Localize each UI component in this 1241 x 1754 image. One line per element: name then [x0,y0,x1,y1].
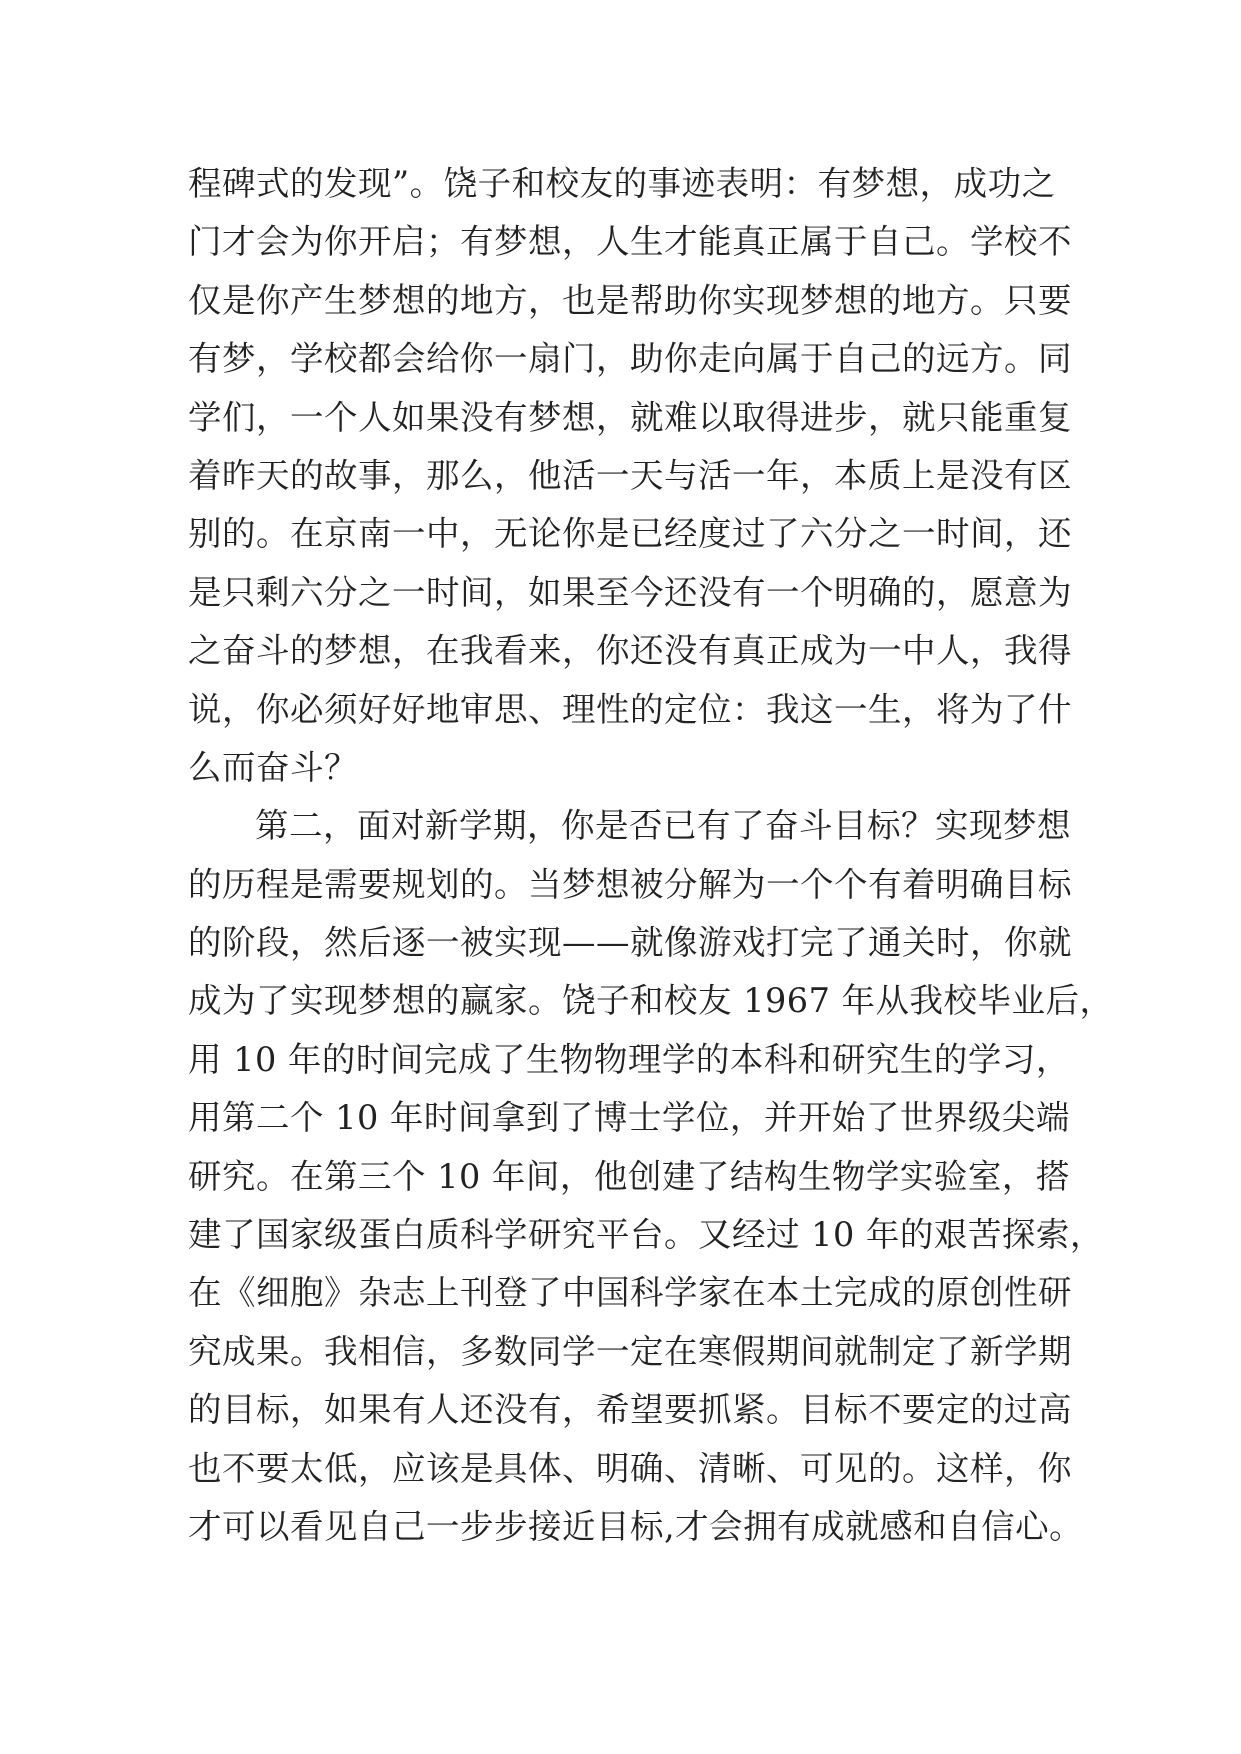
paragraph-start-line: 第二，面对新学期，你是否已有了奋斗目标？实现梦想 [255,806,1071,846]
text-line: 说，你必须好好地审思、理性的定位：我这一生，将为了什 [188,689,1072,729]
text-line: 用第二个 10 年时间拿到了博士学位，并开始了世界级尖端 [188,1098,1070,1138]
text-line: 之奋斗的梦想，在我看来，你还没有真正成为一中人，我得 [188,631,1072,671]
text-line: 着昨天的故事，那么，他活一天与活一年，本质上是没有区 [188,455,1072,495]
text-line: 研究。在第三个 10 年间，他创建了结构生物学实验室，搭 [188,1156,1070,1196]
text-line: 门才会为你开启；有梦想，人生才能真正属于自己。学校不 [188,222,1072,262]
document-body [188,155,1114,1556]
text-line: 用 10 年的时间完成了生物物理学的本科和研究生的学习， [188,1039,1070,1079]
text-line: 学们，一个人如果没有梦想，就难以取得进步，就只能重复 [188,397,1072,437]
text-line: 么而奋斗？ [188,747,358,787]
text-line: 的阶段，然后逐一被实现——就像游戏打完了通关时，你就 [188,923,1072,963]
text-line: 的目标，如果有人还没有，希望要抓紧。目标不要定的过高 [188,1390,1072,1430]
text-line: 才可以看见自己一步步接近目标,才会拥有成就感和自信心。 [188,1506,1084,1546]
text-line: 的历程是需要规划的。当梦想被分解为一个个有着明确目标 [188,864,1072,904]
text-line: 建了国家级蛋白质科学研究平台。又经过 10 年的艰苦探索， [188,1215,1104,1255]
text-line: 究成果。我相信，多数同学一定在寒假期间就制定了新学期 [188,1331,1072,1371]
text-line: 别的。在京南一中，无论你是已经度过了六分之一时间，还 [188,514,1072,554]
text-line: 程碑式的发现”。饶子和校友的事迹表明：有梦想，成功之 [188,164,1056,203]
text-line: 也不要太低，应该是具体、明确、清晰、可见的。这样，你 [188,1448,1072,1488]
text-line: 在《细胞》杂志上刊登了中国科学家在本土完成的原创性研 [188,1273,1072,1313]
text-line: 成为了实现梦想的赢家。饶子和校友 1967 年从我校毕业后， [188,981,1114,1021]
text-line: 仅是你产生梦想的地方，也是帮助你实现梦想的地方。只要 [188,280,1072,320]
text-line: 是只剩六分之一时间，如果至今还没有一个明确的，愿意为 [188,572,1072,612]
text-line: 有梦，学校都会给你一扇门，助你走向属于自己的远方。同 [188,339,1072,379]
